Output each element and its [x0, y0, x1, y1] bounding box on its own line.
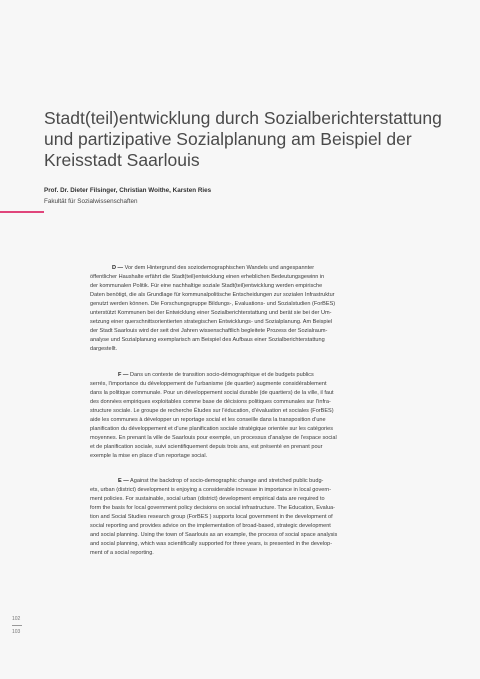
abstract-line: social reporting and provides advice on the implementation of broad-based, strategic development: [90, 523, 331, 529]
abstract-line: öffentlicher Haushalte erfährt die Stadt(teil)entwicklung einen erheblichen Bedeutungsgewinn in: [90, 274, 325, 280]
title-line: Kreisstadt Saarlouis: [44, 150, 200, 170]
abstract-line: analyse und Sozialplanung exemplarisch am Beispiel des Aufbaus einer Sozialberichterstattung: [90, 337, 325, 343]
abstract-line: unterstützt Kommunen bei der Entwicklung einer Sozialberichterstattung und berät sie bei der Um-: [90, 310, 332, 316]
abstract-line: dargestellt.: [90, 346, 118, 352]
title-line: Stadt(teil)entwicklung durch Sozialberichterstattung: [44, 108, 442, 128]
abstract-line: moyennes. En prenant la ville de Saarlouis pour exemple, un processus d’analyse de l’espace social: [90, 435, 337, 441]
abstract-line: ment policies. For sustainable, social urban (district) development empirical data are required to: [90, 496, 325, 502]
accent-rule: [0, 211, 44, 213]
abstract-lead: F —: [118, 372, 129, 378]
abstract-line: der Stadt Saarlouis wird der seit drei Jahren wissenschaftlich begleitete Prozess der Sozialraum-: [90, 328, 328, 334]
abstract-line: Daten benötigt, die als Grundlage für kommunalpolitische Entscheidungen zur sozialen Infrastruktur: [90, 292, 335, 298]
abstract-text: Vor dem Hintergrund des soziodemographischen Wandels und angespannter: [123, 265, 315, 271]
abstract-line: dans la politique communale. Pour un développement social durable (de quartiers) de la ville, il faut: [90, 390, 334, 396]
abstract-line: form the basis for local government policy decisions on social infrastructure. The Education, Evalua-: [90, 505, 336, 511]
article-title: [44, 108, 464, 171]
author-list: Prof. Dr. Dieter Filsinger, Christian Woithe, Karsten Ries: [44, 187, 212, 194]
abstract-lead: D —: [112, 265, 124, 271]
abstract-german: [90, 264, 410, 354]
abstract-line: setzung einer querschnittsorientierten strategischen Entwicklungs- und Sozialplanung. Am Beispiel: [90, 319, 333, 325]
abstract-line: exemple la mise en place d’un reportage social.: [90, 453, 208, 459]
abstract-text: Dans un contexte de transition socio-démographique et de budgets publics: [128, 372, 314, 378]
abstract-english: [90, 477, 410, 558]
page-number: 102: [12, 616, 21, 622]
abstract-french: [90, 371, 410, 461]
abstract-line: [90, 264, 410, 273]
abstract-line: ment of a social reporting.: [90, 550, 154, 556]
faculty-name: Fakultät für Sozialwissenschaften: [44, 198, 138, 205]
abstract-line: der kommunalen Politik. Für eine nachhaltige soziale Stadt(teil)entwicklung werden empirische: [90, 283, 323, 289]
abstract-lead: E —: [118, 478, 129, 484]
abstract-line: serrés, l’importance du développement de l’urbanisme (de quartier) augmente considérablement: [90, 381, 327, 387]
abstract-line: des données empiriques exploitables comme base de décisions politiques communales sur l’infra-: [90, 399, 331, 405]
abstract-line: and social planning, which was scientifically supported for three years, is presented in the develop-: [90, 541, 333, 547]
abstract-line: structure sociale. Le groupe de recherche Études sur l’éducation, d’évaluation et sociales (ForBES): [90, 408, 334, 414]
abstract-line: [90, 371, 410, 380]
abstract-line: et de planification sociale, suivi scientifiquement depuis trois ans, est présenté en prenant pour: [90, 444, 323, 450]
abstract-line: aide les communes à développer un reportage social et les conseille dans la transposition d’une: [90, 417, 326, 423]
abstract-line: and social planning. Using the town of Saarlouis as an example, the process of social space analysis: [90, 532, 338, 538]
page-numbers: [12, 615, 22, 636]
abstract-line: tion and Social Studies research group (ForBES ) supports local government in the development of: [90, 514, 333, 520]
abstract-text: Against the backdrop of socio-demographic change and stretched public budg-: [128, 478, 324, 484]
abstract-line: [90, 477, 410, 486]
abstract-line: planification du développement et d’une planification sociale stratégique orientée sur les catégories: [90, 426, 333, 432]
abstract-line: ets, urban (district) development is enjoying a considerable increase in importance in local govern-: [90, 487, 332, 493]
abstract-line: genutzt werden können. Die Forschungsgruppe Bildungs-, Evaluations- und Sozialstudien (ForBES): [90, 301, 336, 307]
page-number: 103: [12, 628, 21, 635]
page-number-divider: [12, 625, 22, 626]
title-line: und partizipative Sozialplanung am Beispiel der: [44, 129, 412, 149]
